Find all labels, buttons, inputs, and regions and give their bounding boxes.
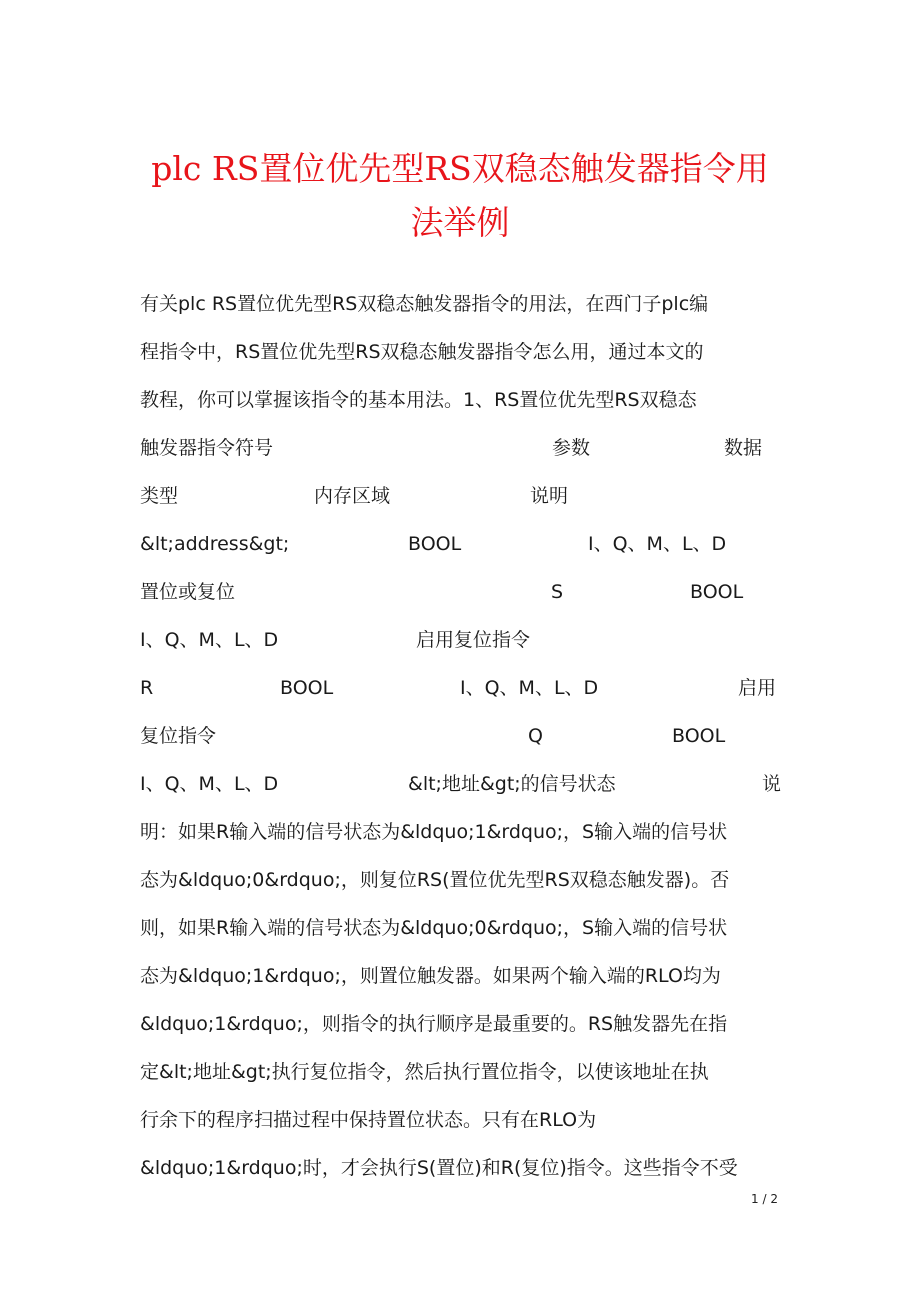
body-line-7 (140, 577, 782, 607)
body-line-4 (140, 433, 782, 463)
document-title (100, 142, 820, 250)
body-line-9 (140, 673, 782, 703)
param-q: Q (528, 725, 543, 747)
explanation-start: 说 (762, 773, 782, 795)
s-memory: I、Q、M、L、D (140, 629, 279, 651)
r-description-part1: 启用 (738, 677, 777, 699)
title-line-1: plc RS置位优先型RS双稳态触发器指令用 (151, 149, 769, 188)
param-header: 参数 (552, 437, 591, 459)
s-type: BOOL (690, 581, 744, 603)
body-line-17: 定&lt;地址&gt;执行复位指令，然后执行置位指令，以使该地址在执 (140, 1061, 709, 1083)
param-s: S (551, 581, 564, 603)
description-header: 说明 (530, 485, 569, 507)
body-line-18: 行余下的程序扫描过程中保持置位状态。只有在RLO为 (140, 1109, 597, 1131)
datatype-header-part2: 类型 (140, 485, 179, 507)
symbol-label: 触发器指令符号 (140, 437, 274, 459)
body-line-11 (140, 769, 782, 799)
body-line-1: 有关plc RS置位优先型RS双稳态触发器指令的用法，在西门子plc编 (140, 293, 709, 315)
body-line-6 (140, 529, 782, 559)
param-address: &lt;address&gt; (140, 533, 290, 555)
body-line-13: 态为&ldquo;0&rdquo;，则复位RS(置位优先型RS双稳态触发器)。否 (140, 869, 730, 891)
page-number: 1 / 2 (751, 1192, 778, 1206)
body-line-12: 明：如果R输入端的信号状态为&ldquo;1&rdquo;，S输入端的信号状 (140, 821, 728, 843)
q-type: BOOL (672, 725, 726, 747)
body-line-16: &ldquo;1&rdquo;，则指令的执行顺序是最重要的。RS触发器先在指 (140, 1013, 728, 1035)
memory-area-header: 内存区域 (314, 485, 391, 507)
body-line-14: 则，如果R输入端的信号状态为&ldquo;0&rdquo;，S输入端的信号状 (140, 917, 728, 939)
address-memory: I、Q、M、L、D (588, 533, 727, 555)
body-line-2: 程指令中，RS置位优先型RS双稳态触发器指令怎么用，通过本文的 (140, 341, 704, 363)
param-r: R (140, 677, 154, 699)
body-line-3: 教程，你可以掌握该指令的基本用法。1、RS置位优先型RS双稳态 (140, 389, 697, 411)
body-line-19: &ldquo;1&rdquo;时，才会执行S(置位)和R(复位)指令。这些指令不受 (140, 1157, 738, 1179)
address-type: BOOL (408, 533, 462, 555)
body-line-8 (140, 625, 782, 655)
r-description-part2: 复位指令 (140, 725, 217, 747)
q-description: &lt;地址&gt;的信号状态 (408, 773, 616, 795)
body-line-15: 态为&ldquo;1&rdquo;，则置位触发器。如果两个输入端的RLO均为 (140, 965, 721, 987)
q-memory: I、Q、M、L、D (140, 773, 279, 795)
address-description: 置位或复位 (140, 581, 236, 603)
datatype-header-part1: 数据 (724, 437, 763, 459)
r-memory: I、Q、M、L、D (460, 677, 599, 699)
title-line-2: 法举例 (410, 203, 510, 242)
body-line-10 (140, 721, 782, 751)
body-line-5 (140, 481, 782, 511)
s-description: 启用复位指令 (416, 629, 531, 651)
r-type: BOOL (280, 677, 334, 699)
